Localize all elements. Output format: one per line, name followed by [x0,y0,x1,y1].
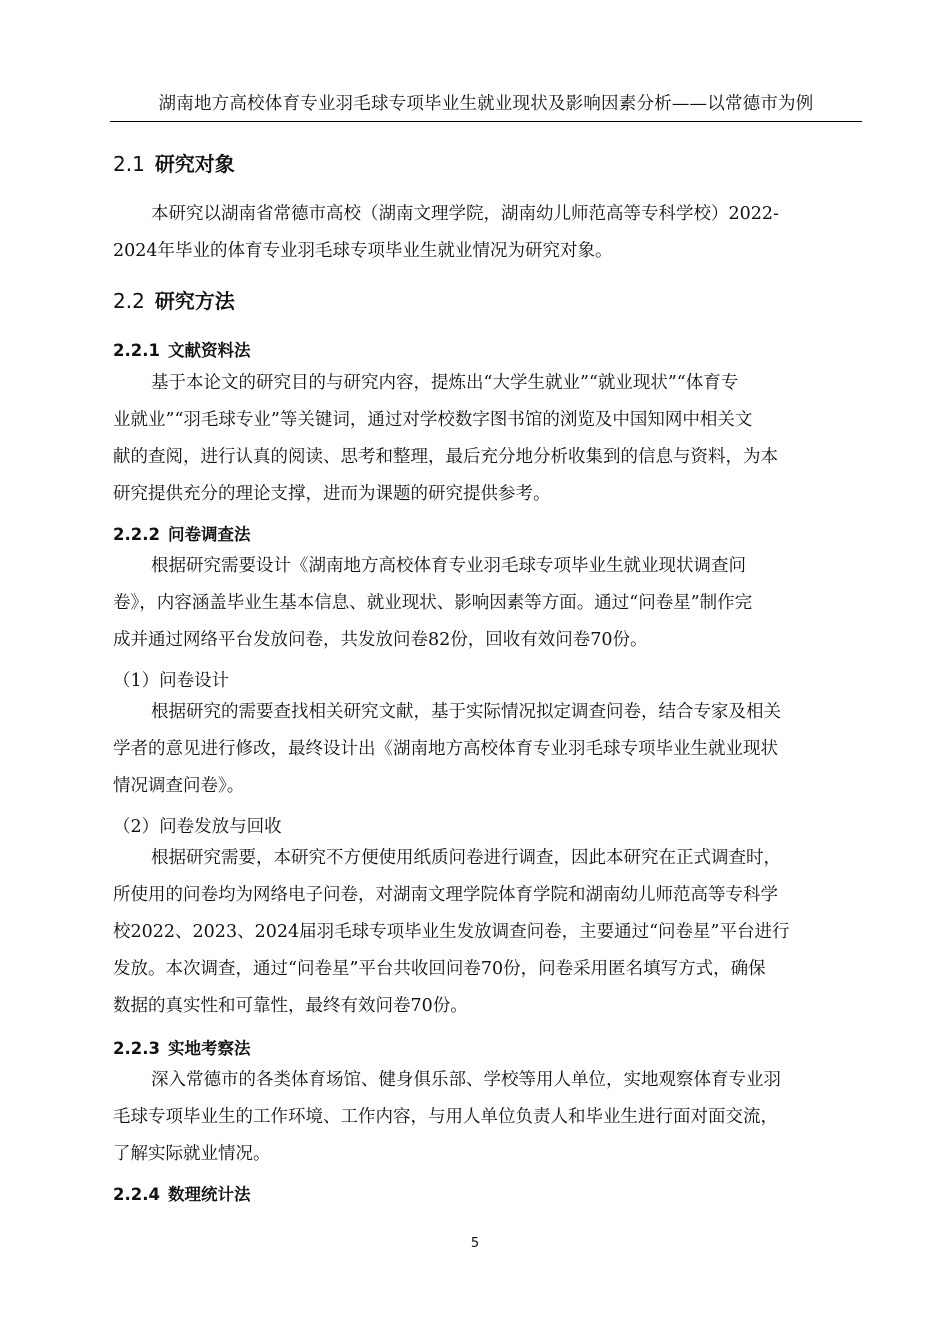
list-item-questionnaire-distribution: （2）问卷发放与回收 [113,817,282,837]
section-title: 研究方法 [154,289,235,313]
text-line: 研究提供充分的理论支撑，进而为课题的研究提供参考。 [113,484,551,504]
text-line: 所使用的问卷均为网络电子问卷，对湖南文理学院体育学院和湖南幼儿师范高等专科学 [113,885,778,905]
text-line: 根据研究需要设计《湖南地方高校体育专业羽毛球专项毕业生就业现状调查问 [151,556,746,576]
section-number: 2.2.1 [113,341,160,360]
paragraph-questionnaire-method [113,548,850,659]
text-line: 数据的真实性和可靠性，最终有效问卷70份。 [113,996,468,1016]
text-line: 根据研究需要，本研究不方便使用纸质问卷进行调查，因此本研究在正式调查时， [151,848,781,868]
text-line: 情况调查问卷》。 [113,776,245,796]
subsection-heading-2-2-3 [113,1035,250,1059]
section-number: 2.2.2 [113,525,160,544]
subsection-heading-2-2-1 [113,337,250,361]
text-line: 发放。本次调查，通过“问卷星”平台共收回问卷70份，问卷采用匿名填写方式，确保 [113,959,766,979]
paragraph-field-study [113,1062,850,1173]
text-line: 卷》，内容涵盖毕业生基本信息、就业现状、影响因素等方面。通过“问卷星”制作完 [113,593,753,613]
text-line: 根据研究的需要查找相关研究文献，基于实际情况拟定调查问卷，结合专家及相关 [151,702,781,722]
text-line: 业就业”“羽毛球专业”等关键词，通过对学校数字图书馆的浏览及中国知网中相关文 [113,410,753,430]
section-number: 2.1 [113,152,145,176]
text-line: 基于本论文的研究目的与研究内容，提炼出“大学生就业”“就业现状”“体育专 [151,373,739,393]
text-line: 献的查阅，进行认真的阅读、思考和整理，最后充分地分析收集到的信息与资料，为本 [113,447,778,467]
list-item-questionnaire-design: （1）问卷设计 [113,671,230,691]
text-line: 校2022、2023、2024届羽毛球专项毕业生发放调查问卷，主要通过“问卷星”平台进行 [113,922,790,942]
text-line: 了解实际就业情况。 [113,1144,271,1164]
text-line: 毛球专项毕业生的工作环境、工作内容，与用人单位负责人和毕业生进行面对面交流， [113,1107,778,1127]
section-heading-2-2 [113,285,235,314]
section-number: 2.2 [113,289,145,313]
subsection-heading-2-2-4 [113,1181,250,1205]
text-line: 深入常德市的各类体育场馆、健身俱乐部、学校等用人单位，实地观察体育专业羽 [151,1070,781,1090]
section-title: 研究对象 [154,152,235,176]
paragraph-literature-method [113,365,850,513]
section-title: 问卷调查法 [167,525,251,544]
page-number: 5 [470,1236,480,1251]
section-title: 文献资料法 [167,341,251,360]
section-title: 数理统计法 [167,1185,251,1204]
section-heading-2-1 [113,148,235,177]
paragraph-questionnaire-design [113,694,850,805]
paragraph-research-object [113,196,850,270]
text-line: 2024年毕业的体育专业羽毛球专项毕业生就业情况为研究对象。 [113,241,613,261]
text-line: 本研究以湖南省常德市高校（湖南文理学院，湖南幼儿师范高等专科学校）2022- [151,204,779,224]
section-title: 实地考察法 [167,1039,251,1058]
text-line: 成并通过网络平台发放问卷，共发放问卷82份，回收有效问卷70份。 [113,630,648,650]
section-number: 2.2.3 [113,1039,160,1058]
text-line: 学者的意见进行修改，最终设计出《湖南地方高校体育专业羽毛球专项毕业生就业现状 [113,739,778,759]
paragraph-questionnaire-distribution [113,840,850,1025]
section-number: 2.2.4 [113,1185,160,1204]
running-header: 湖南地方高校体育专业羽毛球专项毕业生就业现状及影响因素分析——以常德市为例 [110,90,862,122]
subsection-heading-2-2-2 [113,521,250,545]
